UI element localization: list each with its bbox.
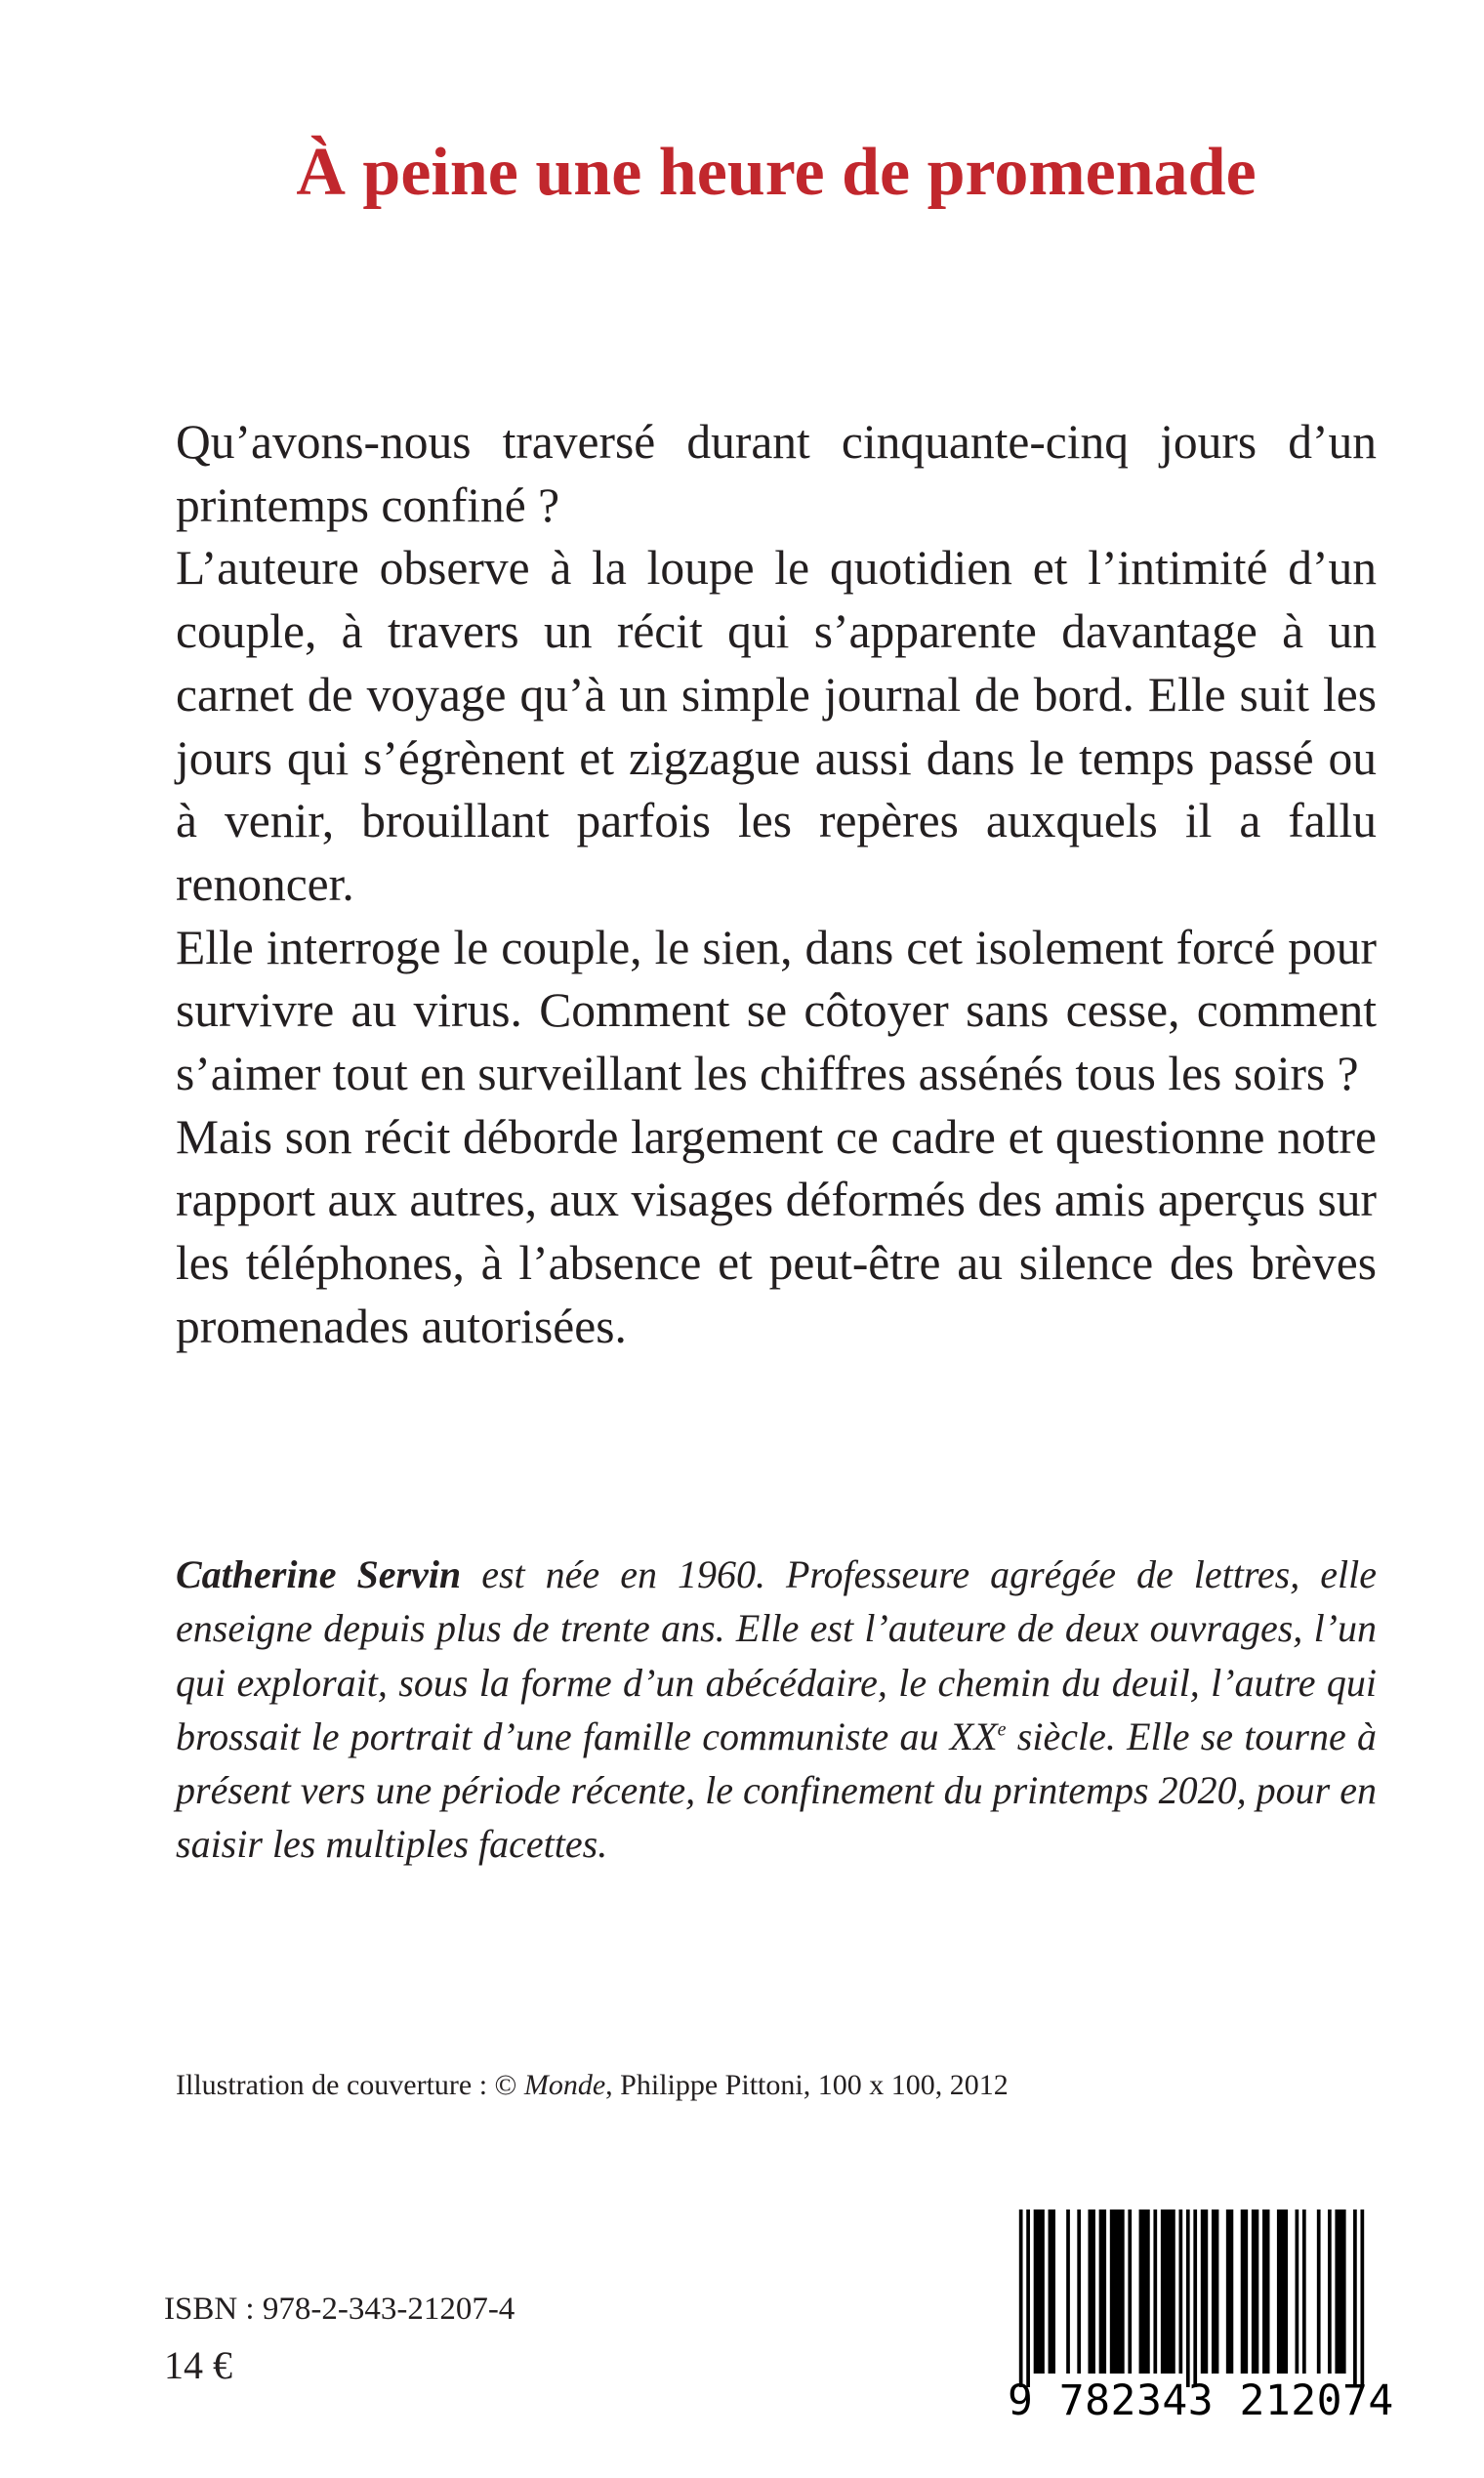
book-price: 14 € [164, 2343, 232, 2387]
barcode-bar [1226, 2210, 1233, 2374]
blurb-paragraph: Mais son récit déborde largement ce cadre et questionne notre rapport aux autres, aux visages déformés des amis aperçus sur les téléphones, à l’absence et peut-être au silence des brèves promenades autorisées. [176, 1109, 1377, 1353]
barcode-bar [1099, 2210, 1106, 2374]
barcode-digits: 9 782343 212074 [1008, 2376, 1394, 2425]
barcode-bar [1277, 2210, 1288, 2374]
barcode-bar [1110, 2210, 1125, 2374]
barcode-bar [1328, 2210, 1332, 2374]
barcode-bar [1241, 2210, 1248, 2374]
barcode-bar [1128, 2210, 1132, 2374]
barcode-bar [1088, 2210, 1094, 2374]
blurb-paragraph: L’auteure observe à la loupe le quotidien et l’intimité d’un couple, à travers un récit qui s’apparente davantage à un carnet de voyage qu’à un simple journal de bord. Elle suit les jours qui s’égrènent et zigzague aussi dans le temps passé ou à venir, brouillant parfois les repères auxquels il a fallu renoncer. [176, 541, 1377, 911]
barcode-guard-bar [1019, 2210, 1023, 2387]
barcode-guard-bar [1353, 2210, 1357, 2387]
isbn-number: ISBN : 978-2-343-21207-4 [164, 2292, 515, 2327]
author-name: Catherine Servin [176, 1552, 462, 1596]
author-bio-text: est née en 1960. Professeure agrégée de lettres, elle enseigne depuis plus de trente ans. Elle est l’auteure de deux ouvrages, l’un qui explorait, sous la forme d’un abécédaire, le chemin du deuil, l’autre qui brossait le portrait d’une famille communiste au XX [176, 1552, 1377, 1758]
barcode-bar [1178, 2210, 1182, 2374]
book-blurb [176, 411, 1377, 1359]
barcode-bar [1262, 2210, 1269, 2374]
barcode-bar [1161, 2210, 1175, 2374]
barcode-guard-bar [1186, 2210, 1190, 2387]
barcode-bar [1296, 2210, 1299, 2374]
barcode-bar [1049, 2210, 1055, 2374]
author-bio-text-end: siècle. Elle se tourne à présent vers une période récente, le confinement du printemps 2020, pour en saisir les multiples facettes. [176, 1714, 1377, 1867]
barcode-bar [1077, 2210, 1081, 2374]
credit-work-title: Monde [523, 2069, 606, 2101]
barcode-guard-bar [1360, 2210, 1364, 2387]
barcode-bar [1066, 2210, 1070, 2374]
author-bio [176, 1548, 1377, 1872]
barcode-bar [1317, 2210, 1321, 2374]
credit-prefix: Illustration de couverture : © [176, 2069, 524, 2101]
barcode-bar [1302, 2210, 1306, 2374]
barcode-guard-bar [1193, 2210, 1197, 2387]
cover-illustration-credit [176, 2068, 1009, 2103]
blurb-paragraph: Qu’avons-nous traversé durant cinquante-cinq jours d’un printemps confiné ? [176, 415, 1377, 532]
book-title: À peine une heure de promenade [296, 135, 1257, 210]
blurb-paragraph: Elle interroge le couple, le sien, dans cet isolement forcé pour survivre au virus. Comment se côtoyer sans cesse, comment s’aimer tout en surveillant les chiffres assénés tous les soirs ? [176, 920, 1377, 1101]
barcode-bar [1139, 2210, 1150, 2374]
barcode [1008, 2202, 1394, 2425]
barcode-guard-bar [1026, 2210, 1030, 2387]
century-superscript: e [997, 1718, 1007, 1741]
barcode-bar [1212, 2210, 1218, 2374]
barcode-bar [1153, 2210, 1157, 2374]
barcode-bar [1034, 2210, 1045, 2374]
credit-suffix: , Philippe Pittoni, 100 x 100, 2012 [605, 2069, 1009, 2101]
barcode-bar [1201, 2210, 1208, 2374]
barcode-bar [1335, 2210, 1345, 2374]
barcode-bar [1252, 2210, 1258, 2374]
